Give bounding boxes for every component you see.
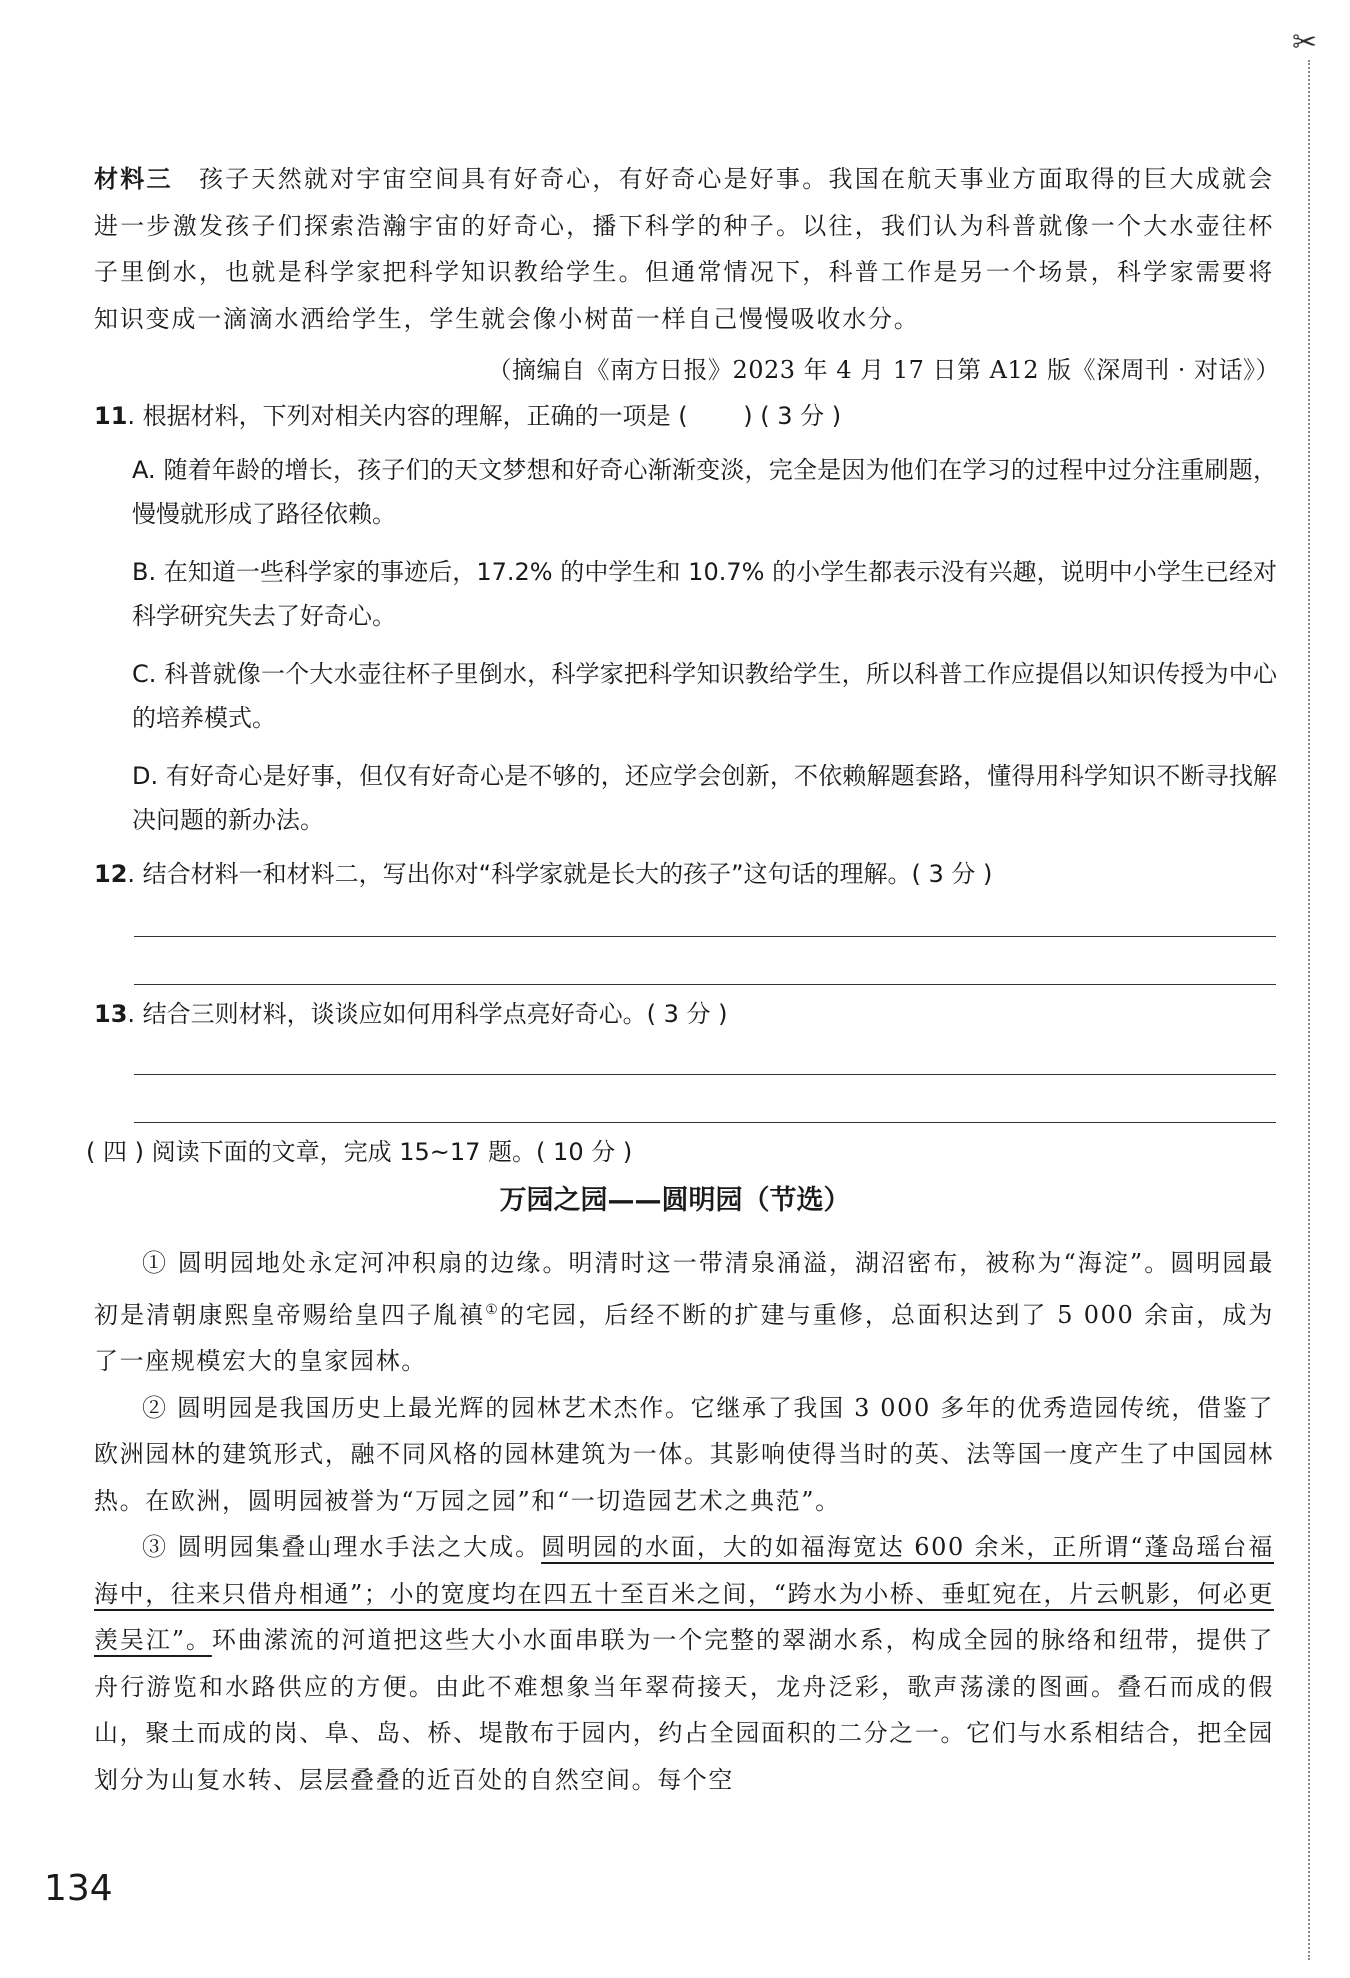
footnote-marker: ① [485, 1301, 500, 1318]
option-c[interactable]: C. 科普就像一个大水壶往杯子里倒水，科学家把科学知识教给学生，所以科普工作应提倡以知识传授为中心的培养模式。 [132, 660, 1277, 732]
paragraph-3: ③ 圆明园集叠山理水手法之大成。圆明园的水面，大的如福海宽达 600 余米，正所谓“蓬岛瑶台福海中，往来只借舟相通”；小的宽度均在四五十至百米之间，“跨水为小桥、垂虹宛在，片云帆影，何必更羡吴江”。环曲潆流的河道把这些大小水面串联为一个完整的翠湖水系，构成全园的脉络和纽带，提供了舟行游览和水路供应的方便。由此不难想象当年翠荷接天，龙舟泛彩，歌声荡漾的图画。叠石而成的假山，聚土而成的岗、阜、岛、桥、堤散布于园内，约占全园面积的二分之一。它们与水系相结合，把全园划分为山复水转、层层叠叠的近百处的自然空间。每个空 [94, 1533, 1274, 1794]
question-stem: . 结合材料一和材料二，写出你对“科学家就是长大的孩子”这句话的理解。( 3 分 ) [127, 860, 993, 888]
question-11 [94, 394, 1274, 438]
question-number: 12 [94, 860, 128, 888]
question-stem: . 根据材料，下列对相关内容的理解，正确的一项是 ( ) ( 3 分 ) [127, 402, 842, 430]
material-source: （摘编自《南方日报》2023 年 4 月 17 日第 A12 版《深周刊 · 对话》） [487, 356, 1280, 384]
article-body [94, 1240, 1274, 1803]
scissors-icon: ✂ [1292, 25, 1318, 60]
material-text: 孩子天然就对宇宙空间具有好奇心，有好奇心是好事。我国在航天事业方面取得的巨大成就会进一步激发孩子们探索浩瀚宇宙的好奇心，播下科学的种子。以往，我们认为科普就像一个大水壶往杯子里倒水，也就是科学家把科学知识教给学生。但通常情况下，科普工作是另一个场景，科学家需要将知识变成一滴滴水洒给学生，学生就会像小树苗一样自己慢慢吸收水分。 [94, 165, 1274, 333]
material-three [94, 156, 1274, 342]
option-d[interactable]: D. 有好奇心是好事，但仅有好奇心是不够的，还应学会创新，不依赖解题套路，懂得用科学知识不断寻找解决问题的新办法。 [132, 762, 1277, 834]
section-heading: ( 四 ) 阅读下面的文章，完成 15~17 题。( 10 分 ) [86, 1138, 633, 1166]
paragraph-2: ② 圆明园是我国历史上最光辉的园林艺术杰作。它继承了我国 3 000 多年的优秀造园传统，借鉴了欧洲园林的建筑形式，融不同风格的园林建筑为一体。其影响使得当时的英、法等国一度产生了中国园林热。在欧洲，圆明园被誉为“万园之园”和“一切造园艺术之典范”。 [94, 1393, 1274, 1515]
material-label: 材料三 [94, 165, 173, 193]
paragraph-1: ① 圆明园地处永定河冲积扇的边缘。明清时这一带清泉涌溢，湖沼密布，被称为“海淀”。圆明园最初是清朝康熙皇帝赐给皇四子胤禛①的宅园，后经不断的扩建与重修，总面积达到了 5 000 余亩，成为了一座规模宏大的皇家园林。 [94, 1249, 1275, 1375]
underlined-passage: 圆明园的水面，大的如福海宽达 600 余米，正所谓“蓬岛瑶台福海中，往来只借舟相通”；小的宽度均在四五十至百米之间，“跨水为小桥、垂虹宛在，片云帆影，何必更羡吴江”。 [94, 1533, 1274, 1654]
cut-line [1308, 60, 1310, 1960]
answer-line[interactable] [134, 1074, 1276, 1075]
question-number: 13 [94, 1000, 128, 1028]
question-number: 11 [94, 402, 128, 430]
question-stem: . 结合三则材料，谈谈应如何用科学点亮好奇心。( 3 分 ) [127, 1000, 728, 1028]
option-a[interactable]: A. 随着年龄的增长，孩子们的天文梦想和好奇心渐渐变淡，完全是因为他们在学习的过程中过分注重刷题，慢慢就形成了路径依赖。 [132, 456, 1277, 528]
answer-line[interactable] [134, 1122, 1276, 1123]
question-13 [94, 992, 1274, 1036]
page-number: 134 [44, 1868, 113, 1909]
article-title: 万园之园——圆明园（节选） [499, 1185, 851, 1216]
answer-line[interactable] [134, 984, 1276, 985]
answer-line[interactable] [134, 936, 1276, 937]
option-b[interactable]: B. 在知道一些科学家的事迹后，17.2% 的中学生和 10.7% 的小学生都表示没有兴趣，说明中小学生已经对科学研究失去了好奇心。 [132, 558, 1277, 630]
question-12 [94, 852, 1274, 896]
